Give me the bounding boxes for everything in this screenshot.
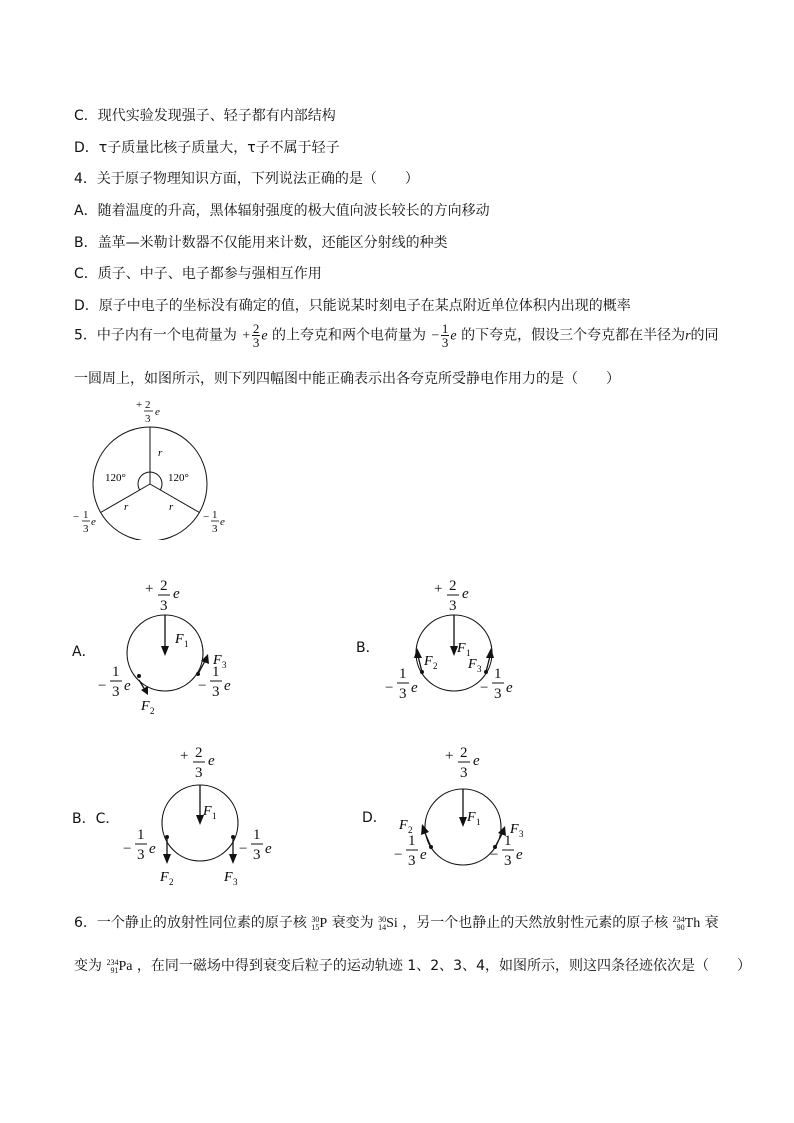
svg-text:F: F [399,818,408,833]
question-5-line2: 一圆周上，如图所示，则下列四幅图中能正确表示出各夸克所受静电作用力的是（ ） [74,371,620,387]
svg-text:3: 3 [519,829,524,839]
svg-text:e: e [155,406,160,418]
svg-text:3: 3 [449,598,457,614]
svg-text:F: F [467,810,476,825]
svg-text:e: e [506,680,513,696]
isotope-p: 30 15P [311,914,328,932]
q5-frac-one-third: $\frac{1}{3}$ [441,321,449,350]
svg-text:3: 3 [460,765,468,781]
q6-text-6: ，在同一磁场中得到衰变后粒子的运动轨迹 1、2、3、4，如图所示，则这四条径迹依次是（ ） [136,958,751,974]
option-b-q4: B．盖革—米勒计数器不仅能用来计数，还能区分射线的种类 [74,235,448,251]
svg-text:e: e [124,678,131,694]
question-5-line1 [74,322,719,349]
svg-text:F: F [468,657,477,672]
svg-text:+: + [145,581,154,597]
svg-text:−: − [239,841,248,857]
option-c-diagram [120,735,280,890]
svg-text:2: 2 [449,578,457,594]
isotope-si: 30 14Si [378,914,398,932]
option-a-label: A． [72,644,96,660]
svg-text:−: − [385,680,394,696]
svg-text:e: e [91,516,96,528]
svg-text:1: 1 [83,509,89,521]
svg-text:2: 2 [160,578,168,594]
svg-text:F: F [175,632,184,647]
svg-text:1: 1 [408,833,416,849]
svg-text:e: e [516,847,523,863]
q6-text-3: ，另一个也静止的天然放射性元素的原子核 [402,915,669,931]
svg-text:−: − [73,511,80,523]
svg-text:3: 3 [399,686,407,702]
q5-e1: e [261,328,268,344]
svg-text:−: − [203,511,210,523]
q5-frac-two-thirds: $\frac{2}{3}$ [252,321,260,350]
svg-text:3: 3 [137,847,145,863]
q5-plus: + [241,328,251,344]
svg-text:3: 3 [408,853,416,869]
svg-text:3: 3 [145,413,151,425]
option-c-label: B．C． [72,811,120,827]
angle-label-right: 120° [168,472,189,484]
isotope-pa: 234 91Pa [106,957,133,975]
option-a-diagram [95,568,245,718]
svg-text:F: F [203,804,212,819]
q6-text-2: 衰变为 [331,915,374,931]
svg-text:1: 1 [253,827,261,843]
svg-text:−: − [98,678,107,694]
svg-text:1: 1 [112,664,120,680]
angle-label-left: 120° [105,472,126,484]
radius-label-right: r [169,501,174,513]
svg-text:e: e [208,753,215,769]
q5-text-4: 的同 [690,327,719,344]
svg-text:3: 3 [195,765,203,781]
svg-text:1: 1 [494,666,502,682]
svg-text:e: e [473,753,480,769]
q6-text-1: 6．一个静止的放射性同位素的原子核 [74,915,307,931]
svg-text:3: 3 [504,853,512,869]
option-d-label: D． [362,810,387,826]
option-c-q3: C．现代实验发现强子、轻子都有内部结构 [74,108,336,124]
svg-text:e: e [149,841,156,857]
option-b-diagram [382,568,532,718]
q5-minus: − [430,328,440,344]
svg-text:2: 2 [145,399,151,411]
radius-label-left: r [124,501,129,513]
q5-text-2: 的上夸克和两个电荷量为 [272,327,426,344]
svg-text:3: 3 [253,847,261,863]
svg-text:2: 2 [195,745,203,761]
svg-text:1: 1 [137,827,145,843]
svg-text:−: − [123,841,132,857]
option-b-label: B． [356,640,380,656]
svg-text:1: 1 [212,509,218,521]
svg-text:1: 1 [212,811,217,821]
svg-text:F: F [160,870,169,885]
svg-text:e: e [411,680,418,696]
question-6-line1 [74,912,719,932]
option-d-q3: D．τ子质量比核子质量大，τ子不属于轻子 [74,140,340,156]
svg-text:2: 2 [169,877,174,887]
svg-text:1: 1 [466,648,471,658]
svg-text:e: e [220,516,225,528]
svg-text:−: − [198,678,207,694]
svg-text:F: F [510,822,519,837]
svg-text:+: + [180,748,189,764]
svg-text:1: 1 [212,664,220,680]
svg-text:−: − [490,847,499,863]
svg-text:e: e [224,678,231,694]
svg-text:1: 1 [504,833,512,849]
svg-text:F: F [424,654,433,669]
svg-text:e: e [420,847,427,863]
q5-text-3: 的下夸克，假设三个夸克都在半径为 [461,327,686,344]
svg-text:3: 3 [212,523,218,535]
isotope-th: 234 90Th [672,914,701,932]
svg-text:F: F [224,870,233,885]
option-d-diagram [385,735,545,890]
svg-text:3: 3 [222,660,227,670]
svg-text:2: 2 [408,825,413,835]
svg-text:+: + [445,748,454,764]
svg-text:3: 3 [212,684,220,700]
question-6-line2 [74,955,751,975]
svg-text:3: 3 [160,598,168,614]
svg-text:1: 1 [476,817,481,827]
option-c-q4: C．质子、中子、电子都参与强相互作用 [74,266,322,282]
svg-text:−: − [480,680,489,696]
svg-text:−: − [394,847,403,863]
q5-r: r [685,328,691,344]
q5-e2: e [450,328,457,344]
q6-text-4: 衰 [704,915,719,931]
svg-text:1: 1 [399,666,407,682]
svg-text:3: 3 [233,877,238,887]
option-a-q4: A．随着温度的升高，黑体辐射强度的极大值向波长较长的方向移动 [74,203,490,219]
svg-text:+: + [136,399,143,411]
svg-text:3: 3 [477,664,482,674]
svg-text:e: e [173,586,180,602]
svg-text:3: 3 [83,523,89,535]
svg-text:F: F [213,653,222,668]
svg-text:F: F [141,699,150,714]
question-4: 4．关于原子物理知识方面，下列说法正确的是（ ） [74,171,419,187]
q6-text-5: 变为 [74,958,102,974]
option-d-q4: D．原子中电子的坐标没有确定的值，只能说某时刻电子在某点附近单位体积内出现的概率 [74,298,631,314]
svg-text:2: 2 [433,661,438,671]
q5-text-1: 5．中子内有一个电荷量为 [74,327,237,344]
svg-text:1: 1 [184,639,189,649]
radius-label-top: r [158,447,163,459]
svg-text:e: e [265,841,272,857]
svg-text:F: F [457,641,466,656]
svg-text:3: 3 [494,686,502,702]
svg-text:3: 3 [112,684,120,700]
svg-text:+: + [434,581,443,597]
svg-text:2: 2 [150,706,155,716]
svg-text:e: e [462,586,469,602]
quark-diagram [70,398,240,540]
svg-text:2: 2 [460,745,468,761]
